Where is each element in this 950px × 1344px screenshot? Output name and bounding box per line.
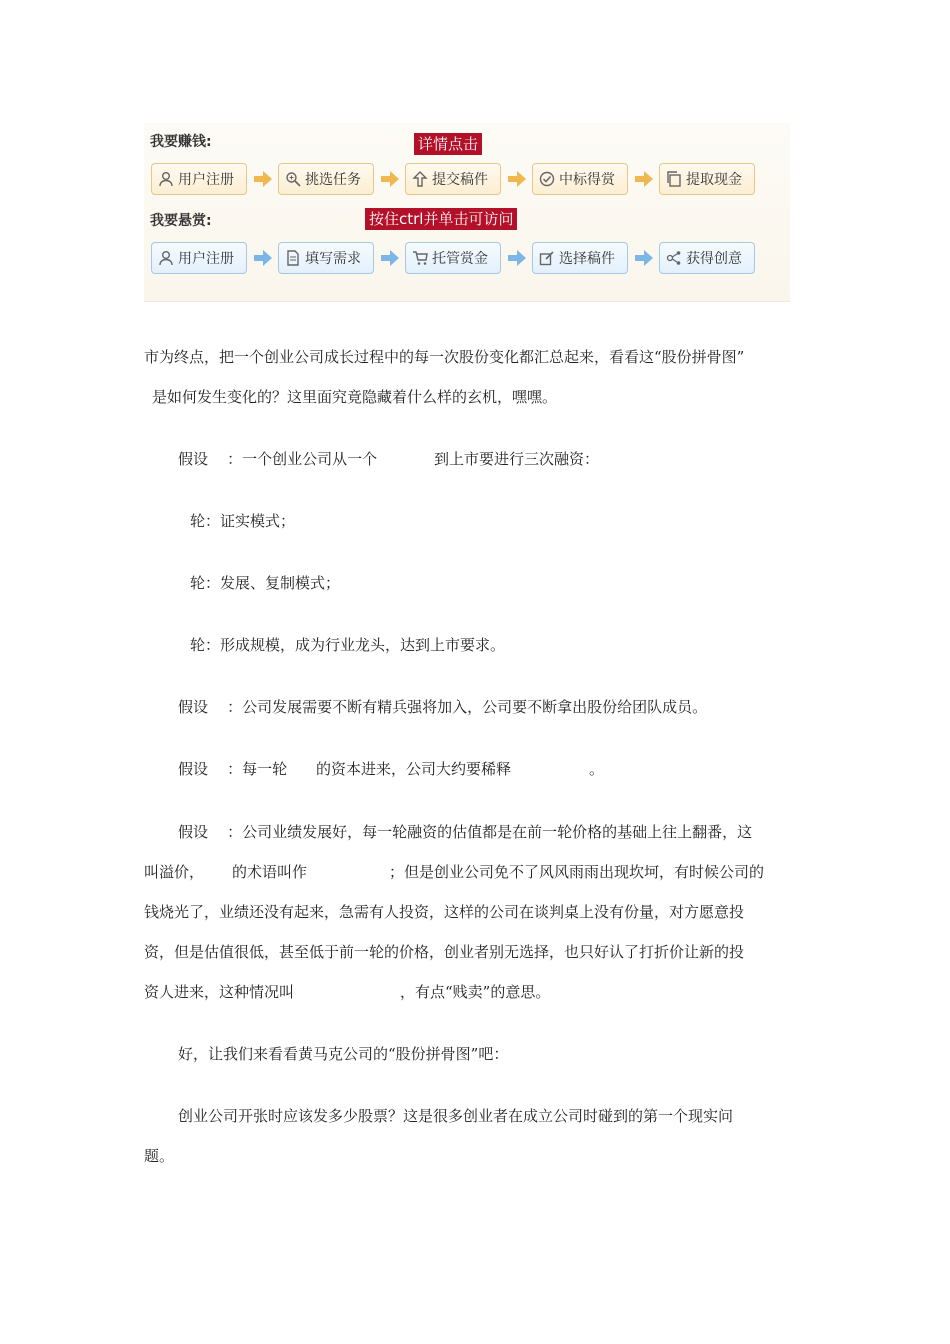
arrow-right-icon [635,171,653,187]
earn-step-win[interactable] [532,163,628,195]
reward-step-label: 托管赏金 [432,251,488,267]
reward-step-requirements[interactable] [278,242,374,274]
round-3: 轮：形成规模，成为行业龙头，达到上市要求。 [190,636,506,654]
assumption-4-line-5a: 资人进来，这种情况叫 [144,983,295,1001]
assumption-1-suffix: 到上市要进行三次融资： [434,450,600,468]
arrow-right-icon [508,250,526,266]
earn-step-submit[interactable] [405,163,501,195]
earn-step-pick-task[interactable] [278,163,374,195]
assumption-3-prefix: 假设 ：每一轮 [178,760,288,778]
earn-step-label: 中标得赏 [559,172,615,188]
reward-step-label: 用户注册 [178,251,234,267]
share-icon [666,250,682,266]
arrow-right-icon [381,250,399,266]
check-circle-icon [539,171,555,187]
arrow-right-icon [254,171,272,187]
paragraph-last-line-2: 题。 [144,1147,175,1165]
reward-step-escrow[interactable] [405,242,501,274]
earn-step-label: 提交稿件 [432,172,488,188]
assumption-4-line-3: 钱烧光了，业绩还没有起来，急需有人投资，这样的公司在谈判桌上没有份量，对方愿意投 [144,903,745,921]
assumption-3-middle: 的资本进来，公司大约要稀释 [316,760,512,778]
earn-step-withdraw[interactable] [659,163,755,195]
assumption-4-line-1: 假设 ：公司业绩发展好，每一轮融资的估值都是在前一轮价格的基础上往上翻番，这 [178,823,753,841]
assumption-4-line-2b: 的术语叫作 [232,863,308,881]
assumption-4-line-5b: ，有点“贱卖”的意思。 [400,983,551,1001]
ctrl-click-tag[interactable]: 按住ctrl并单击可访问 [365,208,517,230]
user-icon [158,250,174,266]
edit-icon [539,250,555,266]
magnify-icon [285,171,301,187]
paragraph-last-line-1: 创业公司开张时应该发多少股票？这是很多创业者在成立公司时碰到的第一个现实问 [178,1107,734,1125]
document-icon [285,250,301,266]
intro-line-1: 市为终点，把一个创业公司成长过程中的每一次股份变化都汇总起来，看看这“股份拼骨图” [144,348,745,366]
details-link-tag[interactable]: 详情点击 [414,133,482,155]
arrow-right-icon [508,171,526,187]
reward-step-label: 获得创意 [686,251,742,267]
assumption-2: 假设 ：公司发展需要不断有精兵强将加入，公司要不断拿出股份给团队成员。 [178,698,708,716]
assumption-4-line-2c: ；但是创业公司免不了风风雨雨出现坎坷，有时候公司的 [389,863,765,881]
reward-section-label: 我要悬赏: [150,213,212,229]
arrow-right-icon [381,171,399,187]
assumption-1-prefix: 假设 ：一个创业公司从一个 [178,450,378,468]
earn-step-label: 提取现金 [686,172,742,188]
assumption-4-line-2a: 叫溢价， [144,863,205,881]
round-2: 轮：发展、复制模式； [190,574,341,592]
process-banner [144,123,790,302]
earn-section-label: 我要赚钱: [150,134,212,150]
intro-line-2: 是如何发生变化的？这里面究竟隐藏着什么样的玄机，嘿嘿。 [152,388,558,406]
round-1: 轮：证实模式； [190,512,296,530]
earn-step-label: 用户注册 [178,172,234,188]
reward-step-select[interactable] [532,242,628,274]
earn-step-register[interactable] [151,163,247,195]
arrow-right-icon [254,250,272,266]
copy-icon [666,171,682,187]
assumption-3-end: 。 [589,760,605,778]
user-icon [158,171,174,187]
reward-step-get-ideas[interactable] [659,242,755,274]
assumption-4-line-4: 资，但是估值很低，甚至低于前一轮的价格，创业者别无选择，也只好认了打折价让新的投 [144,943,745,961]
earn-step-label: 挑选任务 [305,172,361,188]
reward-step-register[interactable] [151,242,247,274]
reward-step-label: 选择稿件 [559,251,615,267]
arrow-right-icon [635,250,653,266]
cart-icon [412,250,428,266]
upload-icon [412,171,428,187]
paragraph-good: 好，让我们来看看黄马克公司的“股份拼骨图”吧： [178,1045,509,1063]
reward-step-label: 填写需求 [305,251,361,267]
